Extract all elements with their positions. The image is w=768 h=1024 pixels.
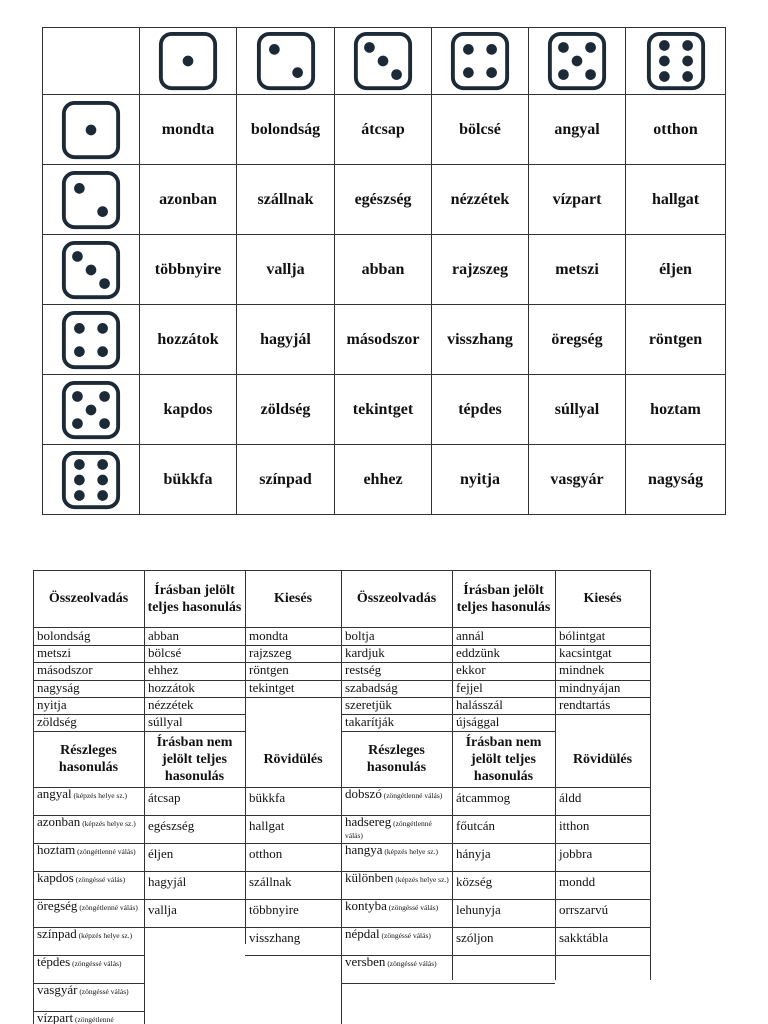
row-die-header [42,375,140,445]
row-rule [452,899,555,900]
cell-note: (zöngéssé válás) [385,959,437,968]
top-word-cell: hozzátok [148,679,195,695]
cell-note: (képzés helye sz.) [393,875,449,884]
bottom-word-cell [345,956,449,968]
column-header: Rövidülés [263,751,323,767]
bottom-word-cell: hagyjál [148,874,187,889]
bottom-word-cell: sakktábla [559,930,609,945]
cell-note: (zöngétlenné válás) [77,903,138,912]
column-die-header [335,27,432,95]
column-header: Írásban jelölt teljes hasonulás [456,582,551,615]
row-rule [144,871,245,872]
column-header: Írásban nem jelölt teljes hasonulás [156,734,233,784]
dice-word-cell: hozzátok [140,305,237,375]
row-rule [144,843,245,844]
dice-word-cell: abban [335,235,432,305]
bottom-word-cell: visszhang [249,930,301,945]
top-word-cell: mindnek [559,662,605,678]
dice-word-cell: vízpart [529,165,626,235]
row-rule [452,955,555,956]
dice-word-cell: másodszor [335,305,432,375]
cell-word: versben [345,954,386,969]
bottom-word-cell [37,900,141,912]
top-word-cell: abban [148,628,180,643]
cell-note: (zöngétlenné [73,1015,114,1024]
bottom-word-cell: otthon [249,846,283,861]
row-rule [144,899,245,900]
bottom-word-cell [37,872,141,884]
dice-word-cell: súllyal [529,375,626,445]
bottom-word-cell: jobbra [559,846,593,861]
die-4-icon [60,309,122,371]
bottom-word-cell: hallgat [249,818,285,833]
dice-word-cell: azonban [140,165,237,235]
row-rule [144,927,245,928]
cell-note: (zöngétlenné válás) [345,819,432,840]
bottom-word-cell: átcammog [456,790,511,805]
dice-word-cell: színpad [237,445,335,515]
dice-word-cell: tekintget [335,375,432,445]
row-die-header [42,235,140,305]
bottom-word-cell [345,928,449,940]
cell-note: (képzés helye sz.) [382,847,438,856]
bottom-word-cell: vallja [148,902,177,917]
top-word-cell: újsággal [456,714,500,729]
column-header: Írásban jelölt teljes hasonulás [147,582,242,615]
cell-note: (képzés helye sz.) [71,791,128,800]
row-die-header [42,165,140,235]
dice-word-cell: bolondság [237,95,335,165]
cell-note: (zöngéssé válás) [73,875,126,884]
row-rule [341,983,452,984]
dice-word-cell: nézzétek [432,165,529,235]
row-rule [555,815,650,816]
bottom-word-cell: orrszarvú [559,902,609,917]
dice-word-cell: nyitja [432,445,529,515]
bottom-word-cell [345,816,449,840]
column-header: Rövidülés [572,751,633,767]
row-rule [144,815,245,816]
row-rule [452,843,555,844]
bottom-word-cell: mondd [559,874,596,889]
die-1-icon [157,30,219,92]
dice-word-cell: röntgen [626,305,726,375]
column-rule [144,570,145,731]
bottom-word-cell [345,844,449,856]
top-word-cell: rendtartás [559,696,611,712]
top-word-cell: takarítják [345,714,395,729]
top-word-cell: restség [345,662,382,678]
row-rule [245,871,341,872]
dice-word-cell: angyal [529,95,626,165]
cell-word: tépdes [37,954,71,969]
bottom-word-cell: többnyire [249,902,299,917]
column-rule [144,731,145,1024]
dice-word-cell: hoztam [626,375,726,445]
bottom-word-cell [37,984,141,996]
bottom-word-cell: bükkfa [249,790,286,805]
dice-word-cell: hagyjál [237,305,335,375]
top-word-cell: rajzszeg [249,645,292,661]
row-rule [245,955,341,956]
cell-word: hoztam [37,842,76,857]
column-header: Összeolvadás [48,591,129,606]
dice-word-cell: nagyság [626,445,726,515]
cell-word: angyal [37,786,72,801]
die-2-icon [60,169,122,231]
cell-word: hangya [345,842,383,857]
cell-word: hadsereg [345,814,392,829]
dice-word-cell: kapdos [140,375,237,445]
bottom-word-cell: áldd [559,790,582,805]
column-rule [650,731,651,980]
bottom-word-cell [345,900,449,912]
column-die-header [140,27,237,95]
bottom-word-cell [37,928,141,940]
top-word-cell: fejjel [456,679,483,695]
bottom-word-cell [37,844,141,856]
die-6-icon [645,30,707,92]
bottom-word-cell: hányja [456,846,491,861]
top-word-cell: halásszál [456,696,503,712]
bottom-word-cell: átcsap [148,790,181,805]
dice-word-grid [42,27,726,513]
column-rule [555,570,556,731]
top-word-cell: kardjuk [345,645,385,661]
column-rule [341,570,342,731]
row-rule [245,843,341,844]
column-die-header [432,27,529,95]
bottom-word-cell [37,1012,141,1024]
top-word-cell: ekkor [456,662,486,678]
column-header: Írásban nem jelölt teljes hasonulás [465,734,542,784]
top-word-cell: bolondság [37,628,91,643]
bottom-word-cell: egészség [148,818,195,833]
bottom-word-cell: főutcán [456,818,495,833]
cell-word: különben [345,870,394,885]
row-rule [452,871,555,872]
die-5-icon [546,30,608,92]
cell-note: (zöngétlenné válás) [381,791,443,800]
row-rule [555,899,650,900]
bottom-word-cell: község [456,874,493,889]
top-word-cell: bólintgat [559,628,606,643]
dice-word-cell: átcsap [335,95,432,165]
dice-word-cell: többnyire [140,235,237,305]
top-word-cell: mondta [249,628,288,643]
column-rule [245,570,246,731]
dice-word-cell: rajzszeg [432,235,529,305]
column-rule [452,731,453,980]
row-rule [555,843,650,844]
cell-note: (zöngéssé válás) [386,903,439,912]
dice-word-cell: tépdes [432,375,529,445]
dice-word-cell: vasgyár [529,445,626,515]
column-rule [33,731,34,1024]
column-header: Részleges hasonulás [58,743,119,776]
column-header: Kiesés [273,591,313,606]
corner-cell [42,27,140,95]
top-word-cell: eddzünk [456,645,501,661]
die-3-icon [60,239,122,301]
table-top-border [33,570,651,571]
top-word-cell: kacsintgat [559,645,612,661]
sound-change-category-table [33,570,651,1024]
die-1-icon [60,99,122,161]
bottom-word-cell [345,788,449,800]
bottom-word-cell [37,788,141,800]
top-word-cell: röntgen [249,662,289,678]
cell-word: népdal [345,926,380,941]
column-rule [341,731,342,1024]
dice-word-cell: ehhez [335,445,432,515]
top-word-cell: nagyság [37,679,80,695]
cell-word: dobszó [345,786,382,801]
column-header: Összeolvadás [356,591,437,606]
bottom-word-cell: szállnak [249,874,292,889]
top-word-cell: mindnyájan [559,679,621,695]
column-rule [245,731,246,944]
column-header: Kiesés [583,591,622,606]
top-word-cell: másodszor [37,662,93,678]
row-die-header [42,445,140,515]
dice-word-cell: bölcsé [432,95,529,165]
dice-word-cell: visszhang [432,305,529,375]
top-word-cell: nyitja [37,696,67,712]
column-die-header [237,27,335,95]
column-rule [555,731,556,980]
column-die-header [626,27,726,95]
cell-note: (képzés helye sz.) [80,819,136,828]
row-die-header [42,305,140,375]
row-rule [555,871,650,872]
cell-note: (képzés helye sz.) [76,931,133,940]
row-rule [452,927,555,928]
top-word-cell: nézzétek [148,696,194,712]
column-rule [650,570,651,731]
bottom-word-cell [37,816,141,828]
bottom-word-cell: lehunyja [456,902,501,917]
bottom-word-cell [37,956,141,968]
bottom-word-cell: éljen [148,846,174,861]
column-rule [33,570,34,731]
row-rule [555,714,650,715]
top-word-cell: bölcsé [148,645,182,661]
top-word-cell: tekintget [249,679,295,695]
dice-word-cell: éljen [626,235,726,305]
top-word-cell: ehhez [148,662,179,678]
row-rule [555,955,650,956]
row-die-header [42,95,140,165]
cell-word: színpad [37,926,77,941]
dice-word-cell: bükkfa [140,445,237,515]
dice-word-cell: egészség [335,165,432,235]
top-word-cell: annál [456,628,485,643]
cell-word: kontyba [345,898,387,913]
die-5-icon [60,379,122,441]
bottom-word-cell: itthon [559,818,590,833]
column-header: Részleges hasonulás [366,743,427,776]
row-rule [245,697,341,698]
row-rule [245,927,341,928]
top-word-cell: súllyal [148,714,183,729]
cell-word: kapdos [37,870,74,885]
die-2-icon [255,30,317,92]
top-word-cell: szeretjük [345,696,392,712]
bottom-word-cell: szóljon [456,930,494,945]
die-3-icon [352,30,414,92]
die-6-icon [60,449,122,511]
row-rule [245,815,341,816]
top-word-cell: szabadság [345,679,398,695]
cell-word: vízpart [37,1010,74,1024]
dice-word-cell: metszi [529,235,626,305]
cell-note: (zöngéssé válás) [70,959,122,968]
row-rule [555,927,650,928]
row-rule [452,983,555,984]
cell-note: (zöngétlenné válás) [75,847,136,856]
dice-word-cell: vallja [237,235,335,305]
dice-word-cell: zöldség [237,375,335,445]
column-rule [452,570,453,731]
dice-word-cell: öregség [529,305,626,375]
cell-word: azonban [37,814,81,829]
cell-word: vasgyár [37,982,78,997]
dice-word-cell: otthon [626,95,726,165]
die-4-icon [449,30,511,92]
cell-note: (zöngéssé válás) [379,931,431,940]
top-word-cell: zöldség [37,714,77,729]
bottom-word-cell [345,872,449,884]
dice-word-cell: mondta [140,95,237,165]
top-word-cell: boltja [345,628,375,643]
cell-note: (zöngéssé válás) [77,987,129,996]
dice-word-cell: szállnak [237,165,335,235]
cell-word: öregség [37,898,78,913]
column-die-header [529,27,626,95]
top-word-cell: metszi [37,645,71,661]
dice-word-cell: hallgat [626,165,726,235]
row-rule [245,899,341,900]
row-rule [452,815,555,816]
